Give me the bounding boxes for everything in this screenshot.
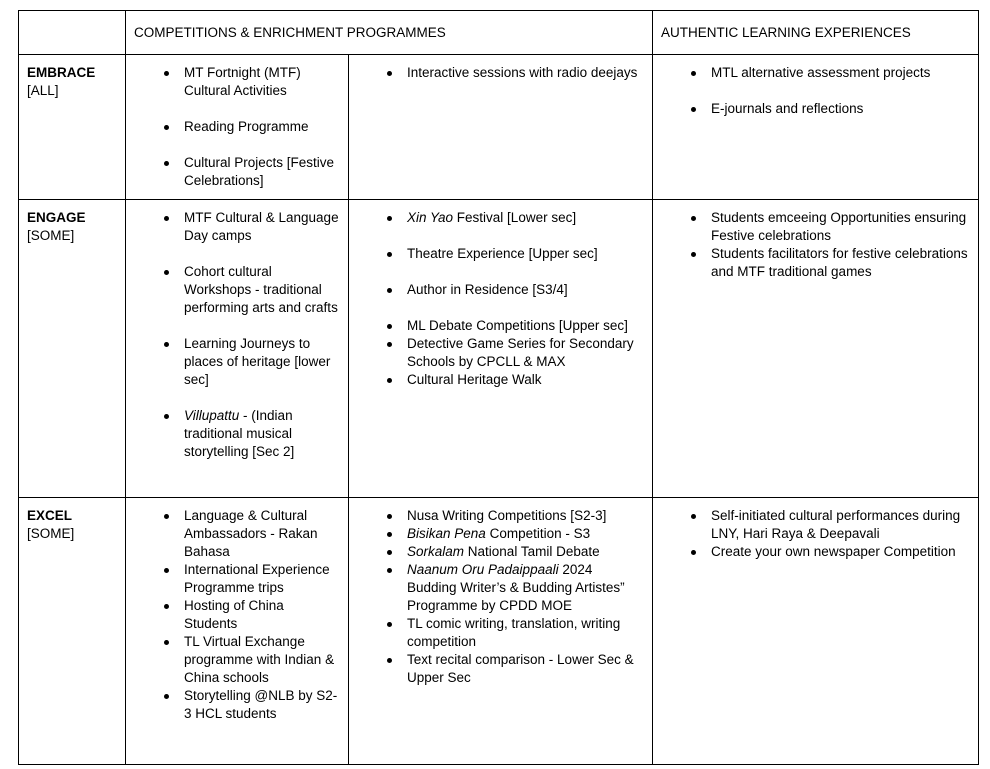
- bullet-icon: [387, 342, 392, 347]
- text-run: Language & Cultural Ambassadors - Rakan Bahasa: [184, 508, 318, 559]
- bullet-icon: [387, 658, 392, 663]
- italic-text-run: Villupattu: [184, 408, 240, 423]
- text-run: Storytelling @NLB by S2-3 HCL students: [184, 688, 338, 721]
- bullet-icon: [691, 514, 696, 519]
- authentic-cell: [653, 55, 979, 200]
- text-run: International Experience Programme trips: [184, 562, 330, 595]
- bullet-icon: [387, 532, 392, 537]
- bullet-icon: [387, 550, 392, 555]
- table-row-engage: [19, 200, 979, 498]
- bullet-list: [661, 507, 970, 561]
- list-item: [357, 64, 644, 82]
- list-item: [357, 209, 644, 227]
- text-run: ML Debate Competitions [Upper sec]: [407, 318, 628, 333]
- bullet-icon: [387, 71, 392, 76]
- list-item: [357, 335, 644, 371]
- text-run: TL Virtual Exchange programme with Indian & China schools: [184, 634, 335, 685]
- list-item: [357, 651, 644, 687]
- bullet-list: [661, 64, 970, 118]
- bullet-icon: [387, 378, 392, 383]
- bullet-icon: [164, 640, 169, 645]
- text-run: MT Fortnight (MTF) Cultural Activities: [184, 65, 301, 98]
- bullet-icon: [691, 252, 696, 257]
- bullet-icon: [164, 694, 169, 699]
- list-item: [134, 64, 340, 100]
- tier-scope: [ALL]: [27, 83, 59, 98]
- text-run: Text recital comparison - Lower Sec & Upper Sec: [407, 652, 634, 685]
- list-item: [661, 507, 970, 543]
- list-item: [134, 507, 340, 561]
- competitions-cell-b: [349, 200, 653, 498]
- bullet-icon: [387, 622, 392, 627]
- bullet-icon: [387, 568, 392, 573]
- text-run: Learning Journeys to places of heritage [lower sec]: [184, 336, 331, 387]
- text-run: Festival [Lower sec]: [453, 210, 577, 225]
- authentic-cell: [653, 200, 979, 498]
- text-run: Cultural Projects [Festive Celebrations]: [184, 155, 335, 188]
- text-run: Nusa Writing Competitions [S2-3]: [407, 508, 607, 523]
- bullet-icon: [164, 216, 169, 221]
- text-run: Reading Programme: [184, 119, 309, 134]
- bullet-icon: [164, 161, 169, 166]
- text-run: MTF Cultural & Language Day camps: [184, 210, 339, 243]
- text-run: Interactive sessions with radio deejays: [407, 65, 638, 80]
- bullet-icon: [164, 568, 169, 573]
- list-item: [134, 561, 340, 597]
- text-run: Students facilitators for festive celebrations and MTF traditional games: [711, 246, 968, 279]
- list-item: [357, 317, 644, 335]
- text-run: 2024 Budding Writer’s & Budding Artistes” Programme by CPDD MOE: [407, 562, 625, 613]
- list-item: [357, 245, 644, 263]
- tier-name: EMBRACE: [27, 65, 96, 80]
- programmes-matrix-table: [18, 10, 979, 765]
- list-item: [357, 561, 644, 615]
- bullet-icon: [164, 270, 169, 275]
- italic-text-run: Sorkalam: [407, 544, 465, 559]
- row-label-cell-excel: [19, 498, 126, 765]
- authentic-cell: [653, 498, 979, 765]
- bullet-icon: [691, 550, 696, 555]
- list-item: [134, 335, 340, 389]
- row-label-cell-engage: [19, 200, 126, 498]
- bullet-list: [134, 507, 340, 723]
- text-run: Detective Game Series for Secondary Schools by CPCLL & MAX: [407, 336, 634, 369]
- bullet-list: [134, 64, 340, 190]
- bullet-list: [357, 507, 644, 687]
- bullet-icon: [387, 514, 392, 519]
- list-item: [661, 100, 970, 118]
- competitions-cell-a: [126, 498, 349, 765]
- bullet-icon: [387, 216, 392, 221]
- list-item: [357, 507, 644, 525]
- text-run: Theatre Experience [Upper sec]: [407, 246, 598, 261]
- tier-name: EXCEL: [27, 508, 73, 523]
- competitions-cell-a: [126, 55, 349, 200]
- list-item: [661, 209, 970, 245]
- list-item: [134, 407, 340, 461]
- tier-scope: [SOME]: [27, 228, 75, 243]
- bullet-icon: [387, 252, 392, 257]
- list-item: [661, 245, 970, 281]
- header-authentic: AUTHENTIC LEARNING EXPERIENCES: [653, 11, 979, 55]
- list-item: [134, 263, 340, 317]
- competitions-cell-a: [126, 200, 349, 498]
- text-run: Create your own newspaper Competition: [711, 544, 956, 559]
- bullet-list: [134, 209, 340, 461]
- bullet-icon: [691, 216, 696, 221]
- text-run: National Tamil Debate: [464, 544, 600, 559]
- italic-text-run: Xin Yao: [407, 210, 454, 225]
- list-item: [134, 597, 340, 633]
- table-row-embrace: [19, 55, 979, 200]
- bullet-list: [661, 209, 970, 281]
- bullet-icon: [164, 414, 169, 419]
- list-item: [357, 615, 644, 651]
- list-item: [357, 281, 644, 299]
- text-run: Author in Residence [S3/4]: [407, 282, 568, 297]
- bullet-icon: [164, 71, 169, 76]
- list-item: [357, 371, 644, 389]
- text-run: Students emceeing Opportunities ensuring Festive celebrations: [711, 210, 967, 243]
- header-corner-cell: [19, 11, 126, 55]
- bullet-icon: [691, 71, 696, 76]
- text-run: Cultural Heritage Walk: [407, 372, 542, 387]
- tier-scope: [SOME]: [27, 526, 75, 541]
- list-item: [134, 118, 340, 136]
- list-item: [357, 543, 644, 561]
- italic-text-run: Naanum Oru Padaippaali: [407, 562, 559, 577]
- bullet-icon: [164, 125, 169, 130]
- text-run: Competition - S3: [485, 526, 591, 541]
- text-run: E-journals and reflections: [711, 101, 864, 116]
- list-item: [134, 687, 340, 723]
- bullet-icon: [387, 288, 392, 293]
- list-item: [134, 154, 340, 190]
- table-row-excel: [19, 498, 979, 765]
- table-body: [19, 55, 979, 765]
- text-run: Cohort cultural Workshops - traditional performing arts and crafts: [184, 264, 338, 315]
- competitions-cell-b: [349, 498, 653, 765]
- text-run: TL comic writing, translation, writing competition: [407, 616, 621, 649]
- text-run: - (Indian traditional musical storytelling [Sec 2]: [184, 408, 295, 459]
- list-item: [134, 633, 340, 687]
- header-competitions: COMPETITIONS & ENRICHMENT PROGRAMMES: [126, 11, 653, 55]
- list-item: [661, 64, 970, 82]
- bullet-list: [357, 209, 644, 389]
- text-run: Hosting of China Students: [184, 598, 284, 631]
- bullet-icon: [164, 604, 169, 609]
- bullet-icon: [387, 324, 392, 329]
- row-label-cell-embrace: [19, 55, 126, 200]
- list-item: [661, 543, 970, 561]
- tier-name: ENGAGE: [27, 210, 86, 225]
- bullet-list: [357, 64, 644, 82]
- list-item: [134, 209, 340, 245]
- header-row: [19, 11, 979, 55]
- text-run: Self-initiated cultural performances during LNY, Hari Raya & Deepavali: [711, 508, 961, 541]
- italic-text-run: Bisikan Pena: [407, 526, 486, 541]
- bullet-icon: [164, 342, 169, 347]
- bullet-icon: [691, 107, 696, 112]
- text-run: MTL alternative assessment projects: [711, 65, 931, 80]
- competitions-cell-b: [349, 55, 653, 200]
- bullet-icon: [164, 514, 169, 519]
- list-item: [357, 525, 644, 543]
